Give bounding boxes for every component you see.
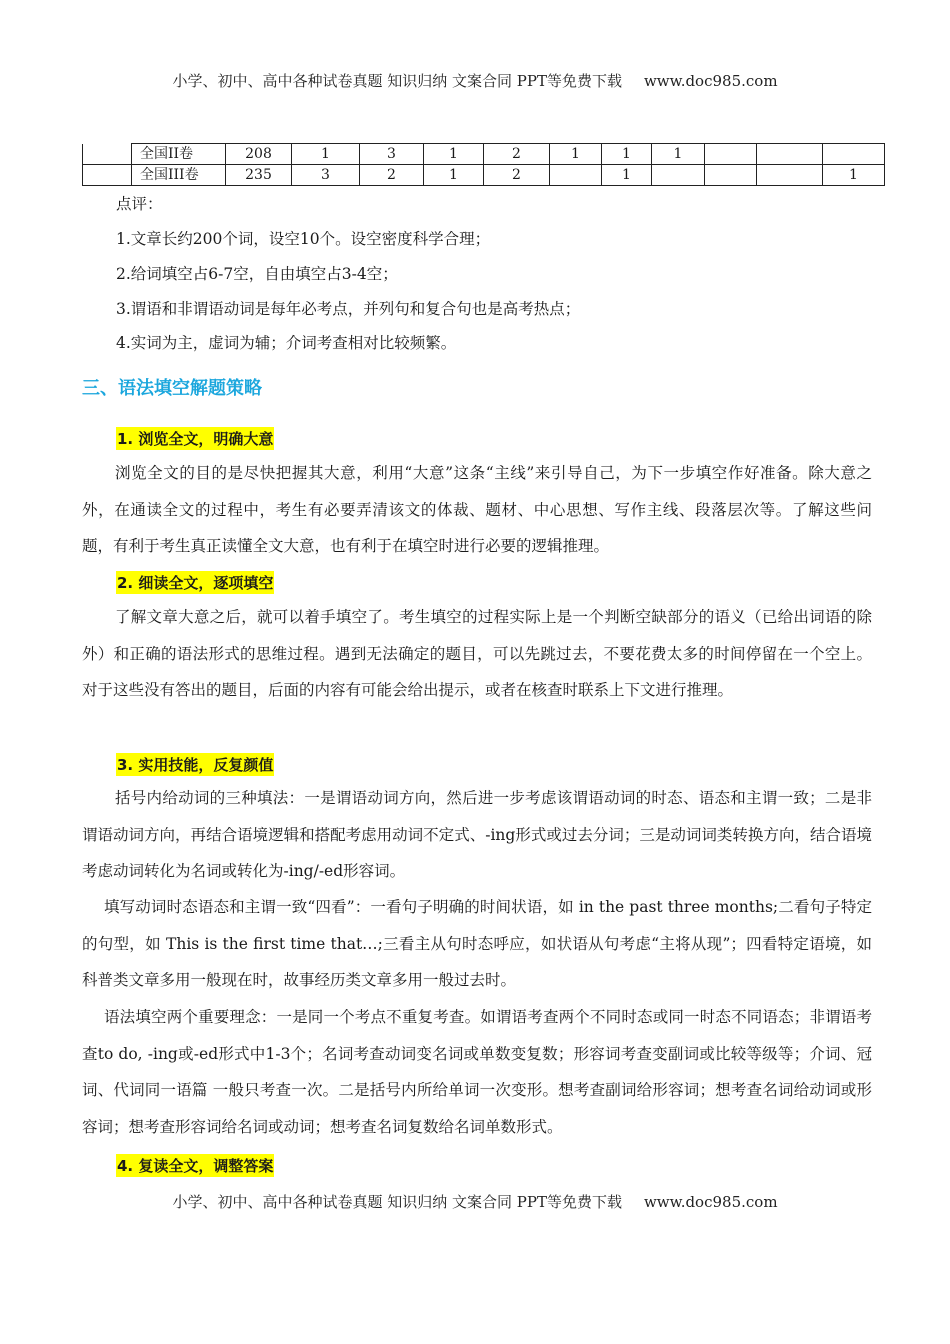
strategy-paragraph: 浏览全文的目的是尽快把握其大意，利用“大意”这条“主线”来引导自己，为下一步填空作好准备。除大意之外，在通读全文的过程中，考生有必要弄清该文的体裁、题材、中心思想、写作主线、段落层次等。了解这些问题，有利于考生真正读懂全文大意，也有利于在填空时进行必要的逻辑推理。 [82,464,872,555]
table-cell: 1 [602,144,652,165]
table-cell: 1 [823,165,885,186]
table-cell [757,165,823,186]
table-cell [823,144,885,165]
table-cell: 235 [226,165,292,186]
table-cell: 208 [226,144,292,165]
table-row [83,144,885,165]
strategy-heading: 3. 实用技能，反复颜值 [116,753,274,776]
review-label: 点评： [116,195,163,213]
table-cell: 1 [652,144,705,165]
table-cell: 3 [292,165,360,186]
table-cell [705,165,757,186]
table-cell: 1 [424,144,484,165]
page-footer [0,1191,950,1212]
strategy-paragraph: 语法填空两个重要理念：一是同一个考点不重复考查。如谓语考查两个不同时态或同一时态不同语态；非谓语考查to do, -ing或-ed形式中1-3个；名词考查动词变名词或单数变复数；形容词考查变副词或比较等级等；介词、冠词、代词同一语篇 一般只考查一次。二是括号内所给单词一次变形。想考查副词给形容词；想考查名词给动词或形容词；想考查形容词给名词或动词；想考查名词复数给名词单数形式。 [82,1008,872,1136]
footer-text: 小学、初中、高中各种试卷真题 知识归纳 文案合同 PPT等免费下载 [172,1193,622,1211]
strategy-heading: 2. 细读全文，逐项填空 [116,571,274,594]
header-text: 小学、初中、高中各种试卷真题 知识归纳 文案合同 PPT等免费下载 [172,72,622,90]
table-cell: 2 [484,144,550,165]
stats-table [82,143,885,186]
table-cell: 1 [550,144,602,165]
table-cell [705,144,757,165]
review-item: 2.给词填空占6-7空，自由填空占3-4空； [116,265,398,283]
table-cell: 3 [360,144,424,165]
strategy-paragraph: 括号内给动词的三种填法：一是谓语动词方向，然后进一步考虑该谓语动词的时态、语态和主谓一致；二是非谓语动词方向，再结合语境逻辑和搭配考虑用动词不定式、-ing形式或过去分词；三是动词词类转换方向，结合语境考虑动词转化为名词或转化为-ing/-ed形容词。 [82,789,872,880]
strategy-paragraph: 了解文章大意之后，就可以着手填空了。考生填空的过程实际上是一个判断空缺部分的语义（已给出词语的除外）和正确的语法形式的思维过程。遇到无法确定的题目，可以先跳过去，不要花费太多的时间停留在一个空上。对于这些没有答出的题目，后面的内容有可能会给出提示，或者在核查时联系上下文进行推理。 [82,608,872,699]
table-cell: 2 [360,165,424,186]
review-item: 1.文章长约200个词，设空10个。设空密度科学合理； [116,230,491,248]
table-cell: 1 [292,144,360,165]
table-cell [550,165,602,186]
table-cell [652,165,705,186]
table-cell: 全国III卷 [132,165,226,186]
review-item: 3.谓语和非谓语动词是每年必考点，并列句和复合句也是高考热点； [116,300,581,318]
review-item: 4.实词为主，虚词为辅；介词考查相对比较频繁。 [116,334,457,352]
strategy-heading: 4. 复读全文，调整答案 [116,1154,274,1177]
table-row [83,165,885,186]
table-cell [757,144,823,165]
table-cell: 全国II卷 [132,144,226,165]
table-cell [83,165,132,186]
table-cell: 2 [484,165,550,186]
strategy-paragraph: 填写动词时态语态和主谓一致“四看”：一看句子明确的时间状语，如 in the past three months;二看句子特定的句型，如 This is the first time that…;三看主从句时态呼应，如状语从句考虑“主将从现”；四看特定语境，如科普类文章多用一般现在时，故事经历类文章多用一般过去时。 [82,898,872,989]
page-header [0,70,950,91]
section-title: 三、语法填空解题策略 [82,378,262,399]
footer-url[interactable]: www.doc985.com [643,1193,778,1211]
strategy-heading: 1. 浏览全文，明确大意 [116,427,274,450]
table-cell: 1 [602,165,652,186]
table-cell [83,144,132,165]
table-cell: 1 [424,165,484,186]
header-url[interactable]: www.doc985.com [643,72,778,90]
